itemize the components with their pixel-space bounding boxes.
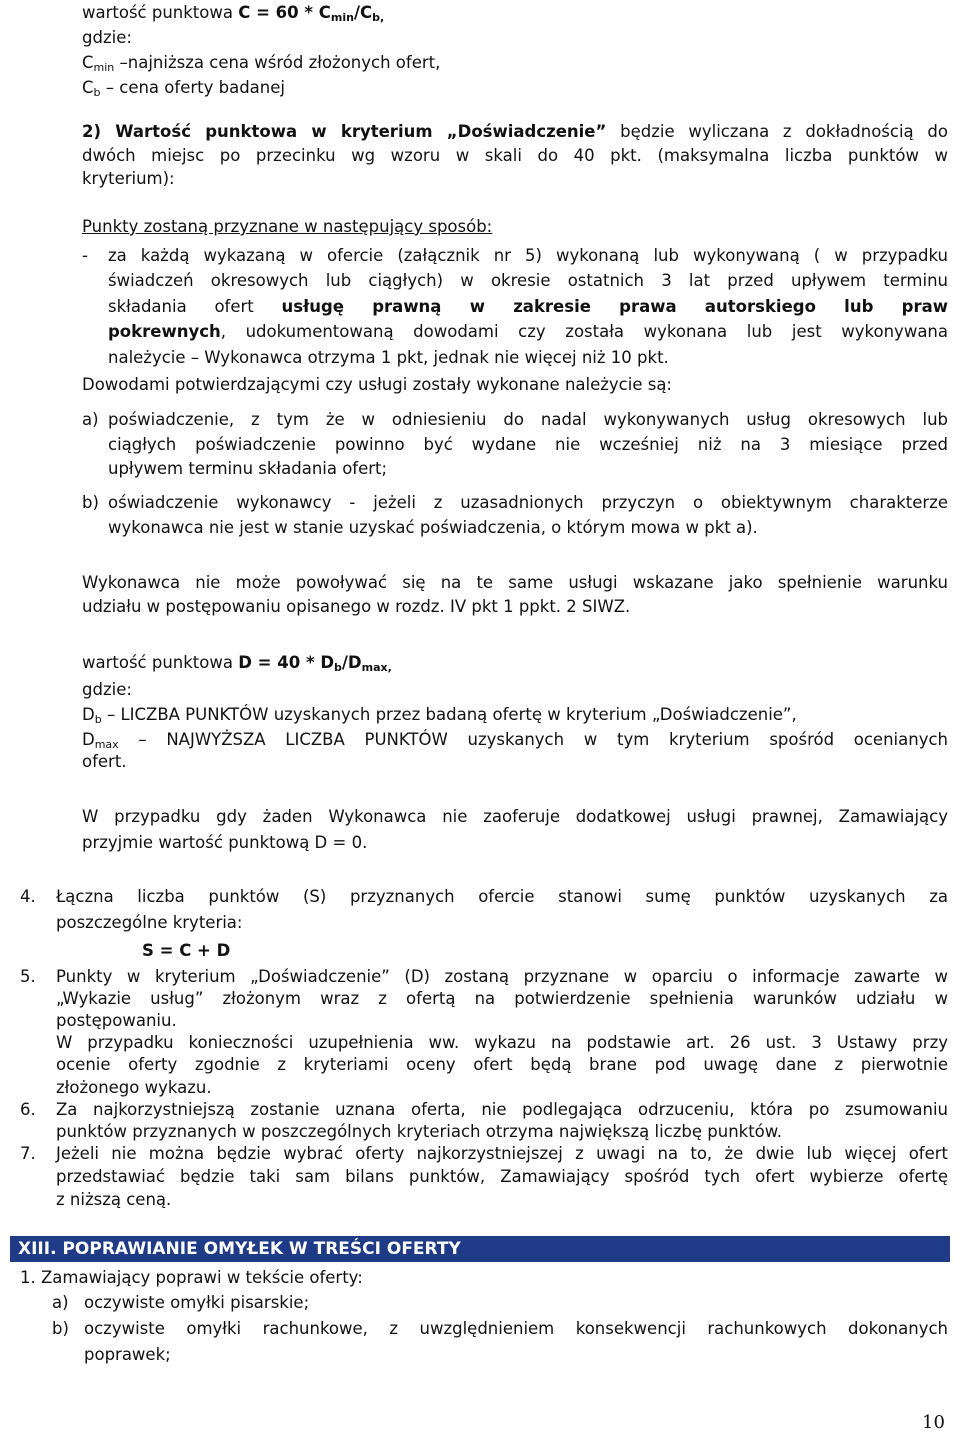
item-a-line3: upływem terminu składania ofert;	[108, 459, 388, 478]
item4-line1: Łączna liczba punktów (S) przyznanych ofercie stanowi sumę punktów uzyskanych za	[56, 887, 948, 906]
xiii-b-line2: poprawek;	[84, 1345, 171, 1364]
bullet-line2: świadczeń okresowych lub ciągłych) w okresie ostatnich 3 lat przed upływem terminu	[108, 271, 948, 290]
formula-d-sub-b: b	[334, 661, 342, 674]
contractor-note-line1: Wykonawca nie może powoływać się na te same usługi wskazane jako spełnienie warunku	[82, 573, 948, 592]
item-b-line2: wykonawca nie jest w stanie uzyskać poświadczenia, o którym mowa w pkt a).	[108, 518, 758, 537]
formula-c	[82, 2, 384, 24]
bullet-dash: -	[82, 246, 88, 265]
item6-number: 6.	[20, 1100, 36, 1119]
item7-number: 7.	[20, 1144, 36, 1163]
item5-line2: „Wykazie usług” złożonym wraz z ofertą na potwierdzenie spełnienia warunków udziału w	[56, 989, 948, 1008]
bullet-line3	[108, 296, 948, 318]
item-a-line1: poświadczenie, z tym że w odniesieniu do nadal wykonywanych usług okresowych lub	[108, 410, 948, 429]
section-heading-bar	[10, 1236, 950, 1262]
item5-number: 5.	[20, 967, 36, 986]
bullet-line1: za każdą wykazaną w ofercie (załącznik nr 5) wykonaną lub wykonywaną ( w przypadku	[108, 246, 948, 265]
cb-definition	[82, 77, 285, 99]
dmax-desc: – NAJWYŻSZA LICZBA PUNKTÓW uzyskanych w tym kryterium spośród ocenianych	[118, 730, 948, 749]
item4-line2: poszczególne kryteria:	[56, 913, 243, 932]
item7-line1: Jeżeli nie można będzie wybrać oferty najkorzystniejszej z uwagi na to, że dwie lub więcej ofert	[56, 1144, 948, 1163]
db-sub: b	[94, 713, 102, 726]
formula-c-sub-min: min	[330, 11, 354, 24]
cmin-definition	[82, 52, 440, 74]
item6-line1: Za najkorzystniejszą zostanie uznana oferta, nie podlegająca odrzuceniu, która po zsumowaniu	[56, 1100, 948, 1119]
sum-formula: S = C + D	[142, 941, 231, 960]
cb-symbol: C	[82, 78, 94, 97]
dmax-definition	[82, 729, 948, 751]
formula-d	[82, 652, 392, 674]
page-number: 10	[922, 1412, 945, 1433]
bullet-line4-rest: , udokumentowaną dowodami czy została wykonana lub jest wykonywana	[220, 322, 948, 341]
no-service-line1: W przypadku gdy żaden Wykonawca nie zaoferuje dodatkowej usługi prawnej, Zamawiający	[82, 807, 948, 826]
cmin-symbol: C	[82, 53, 94, 72]
item7-line2: przedstawiać będzie taki sam bilans punktów, Zamawiający spośród tych ofert wybierze ofertę	[56, 1167, 948, 1186]
item5-line3: postępowaniu.	[56, 1011, 177, 1030]
bullet-line4-bold: pokrewnych	[108, 322, 221, 341]
db-definition	[82, 704, 797, 726]
formula-d-slash: /D	[341, 653, 362, 672]
formula-c-sub-b: b,	[372, 11, 385, 24]
dmax-sub: max	[94, 738, 119, 751]
item6-line2: punktów przyznanych w poszczególnych kryteriach otrzyma największą liczbę punktów.	[56, 1122, 782, 1141]
formula-d-prefix: wartość punktowa	[82, 653, 239, 672]
formula-d-bold: D = 40 * D	[238, 653, 335, 672]
formula-c-prefix: wartość punktowa	[82, 3, 239, 22]
criterion2-title: 2) Wartość punktowa w kryterium „Doświadczenie”	[82, 122, 607, 141]
bullet-line3-bold: usługę prawną w zakresie prawa autorskiego lub praw	[281, 297, 948, 316]
criterion2-line2: dwóch miejsc po przecinku wg wzoru w skali do 40 pkt. (maksymalna liczba punktów w	[82, 146, 948, 165]
item7-line3: z niższą ceną.	[56, 1190, 172, 1209]
bullet-line5: należycie – Wykonawca otrzyma 1 pkt, jednak nie więcej niż 10 pkt.	[108, 348, 669, 367]
formula-d-sub-max: max,	[361, 661, 392, 674]
bullet-line4	[108, 321, 948, 343]
bullet-line3-pre: składania ofert	[108, 297, 282, 316]
gdzie-d: gdzie:	[82, 680, 132, 699]
cmin-desc: –najniższa cena wśród złożonych ofert,	[114, 53, 441, 72]
item5-line4: W przypadku konieczności uzupełnienia ww. wykazu na podstawie art. 26 ust. 3 Ustawy przy	[56, 1033, 948, 1052]
item5-line5: ocenie oferty zgodnie z kryteriami oceny ofert będą brane pod uwagę dane z pierwotnie	[56, 1055, 948, 1074]
item4-number: 4.	[20, 887, 36, 906]
xiii-b-line1: oczywiste omyłki rachunkowe, z uwzględnieniem konsekwencji rachunkowych dokonanych	[84, 1319, 948, 1338]
xiii-a-text: oczywiste omyłki pisarskie;	[84, 1293, 310, 1312]
cb-sub: b	[93, 86, 101, 99]
evidence-intro: Dowodami potwierdzającymi czy usługi zostały wykonane należycie są:	[82, 375, 672, 394]
db-symbol: D	[82, 705, 95, 724]
formula-c-slash: /C	[353, 3, 373, 22]
cmin-sub: min	[93, 61, 115, 74]
item-a-line2: ciągłych poświadczenie powinno być wydane nie wcześniej niż na 3 miesiące przed	[108, 435, 948, 454]
item-b-label: b)	[82, 493, 99, 512]
contractor-note-line2: udziału w postępowaniu opisanego w rozdz. IV pkt 1 ppkt. 2 SIWZ.	[82, 597, 631, 616]
xiii-a-label: a)	[52, 1293, 69, 1312]
db-desc: – LICZBA PUNKTÓW uzyskanych przez badaną ofertę w kryterium „Doświadczenie”,	[101, 705, 797, 724]
no-service-line2: przyjmie wartość punktową D = 0.	[82, 833, 368, 852]
gdzie-c: gdzie:	[82, 28, 132, 47]
xiii-b-label: b)	[52, 1319, 69, 1338]
formula-c-bold: C = 60 * C	[238, 3, 331, 22]
criterion2-line1	[82, 121, 948, 143]
item-a-label: a)	[82, 410, 99, 429]
dmax-symbol: D	[82, 730, 95, 749]
item5-line6: złożonego wykazu.	[56, 1078, 212, 1097]
cb-desc: – cena oferty badanej	[100, 78, 285, 97]
section-heading: XIII. POPRAWIANIE OMYŁEK W TREŚCI OFERTY	[18, 1239, 461, 1259]
xiii-item1: 1. Zamawiający poprawi w tekście oferty:	[20, 1268, 363, 1287]
dmax-definition-cont: ofert.	[82, 752, 127, 771]
item-b-line1: oświadczenie wykonawcy - jeżeli z uzasadnionych przyczyn o obiektywnym charakterze	[108, 493, 948, 512]
points-intro: Punkty zostaną przyznane w następujący sposób:	[82, 217, 493, 236]
criterion2-line1-rest: będzie wyliczana z dokładnością do	[606, 122, 948, 141]
item5-line1: Punkty w kryterium „Doświadczenie” (D) zostaną przyznane w oparciu o informacje zawarte w	[56, 967, 948, 986]
criterion2-line3: kryterium):	[82, 169, 175, 188]
